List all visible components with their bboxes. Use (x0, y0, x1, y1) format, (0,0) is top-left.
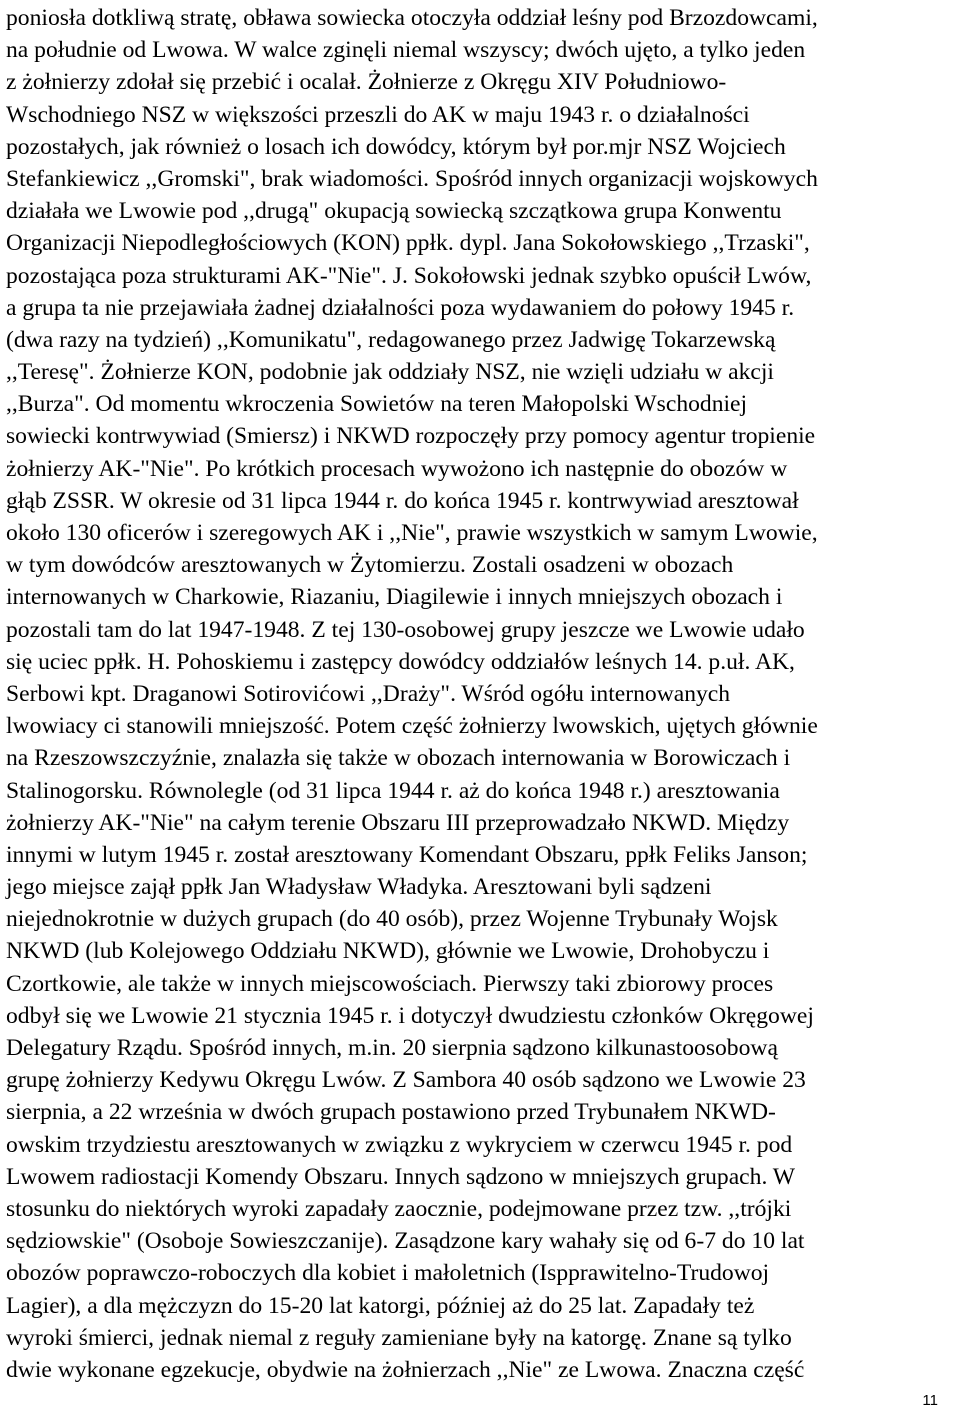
text-line: pozostałych, jak również o losach ich dowódcy, którym był por.mjr NSZ Wojciech (6, 133, 786, 160)
page-number: 11 (922, 1392, 938, 1409)
text-line: grupę żołnierzy Kedywu Okręgu Lwów. Z Sambora 40 osób sądzono we Lwowie 23 (6, 1067, 806, 1094)
text-line: sowiecki kontrwywiad (Smiersz) i NKWD rozpoczęły przy pomocy agentur tropienie (6, 423, 816, 450)
text-line: się uciec ppłk. H. Pohoskiemu i zastępcy dowódcy oddziałów leśnych 14. p.uł. AK, (6, 648, 795, 675)
text-line: jego miejsce zajął ppłk Jan Władysław Władyka. Aresztowani byli sądzeni (6, 874, 712, 901)
text-line: Stefankiewicz ,,Gromski", brak wiadomości. Spośród innych organizacji wojskowych (6, 165, 818, 192)
text-line: poniosła dotkliwą stratę, obława sowiecka otoczyła oddział leśny pod Brzozdowcami, (6, 5, 818, 31)
text-line: Lwowem radiostacji Komendy Obszaru. Innych sądzono w mniejszych grupach. W (6, 1163, 796, 1190)
text-line: sierpnia, a 22 września w dwóch grupach postawiono przed Trybunałem NKWD- (6, 1099, 776, 1126)
text-line: innymi w lutym 1945 r. został aresztowany Komendant Obszaru, ppłk Feliks Janson; (6, 841, 808, 868)
text-line: pozostali tam do lat 1947-1948. Z tej 130-osobowej grupy jeszcze we Lwowie udało (6, 616, 805, 643)
text-line: wyroki śmierci, jednak niemal z reguły zamieniane były na katorgę. Znane są tylko (6, 1324, 792, 1351)
text-line: Czortkowie, ale także w innych miejscowościach. Pierwszy taki zbiorowy proces (6, 970, 774, 997)
text-line: Organizacji Niepodległościowych (KON) ppłk. dypl. Jana Sokołowskiego ,,Trzaski", (6, 230, 810, 257)
text-line: (dwa razy na tydzień) ,,Komunikatu", redagowanego przez Jadwigę Tokarzewską (6, 326, 776, 353)
text-line: na Rzeszowszczyźnie, znalazła się także w obozach internowania w Borowiczach i (6, 745, 791, 772)
text-line: około 130 oficerów i szeregowych AK i ,,Nie", prawie wszystkich w samym Lwowie, (6, 520, 818, 546)
body-text (6, 2, 956, 1386)
text-line: internowanych w Charkowie, Riazaniu, Diagilewie i innych mniejszych obozach i (6, 584, 783, 611)
text-line: żołnierzy AK-"Nie". Po krótkich procesach wywożono ich następnie do obozów w (6, 455, 788, 482)
text-line: ,,Burza". Od momentu wkroczenia Sowietów na teren Małopolski Wschodniej (6, 391, 748, 418)
text-line: stosunku do niektórych wyroki zapadały zaocznie, podejmowane przez tzw. ,,trójki (6, 1195, 792, 1222)
text-line: pozostająca poza strukturami AK-"Nie". J. Sokołowski jednak szybko opuścił Lwów, (6, 262, 812, 289)
text-line: owskim trzydziestu aresztowanych w związku z wykryciem w czerwcu 1945 r. pod (6, 1131, 793, 1158)
text-line: głąb ZSSR. W okresie od 31 lipca 1944 r. do końca 1945 r. kontrwywiad aresztował (6, 487, 799, 514)
text-line: działała we Lwowie pod ,,drugą" okupacją sowiecką szczątkowa grupa Konwentu (6, 198, 782, 225)
text-line: niejednokrotnie w dużych grupach (do 40 osób), przez Wojenne Trybunały Wojsk (6, 906, 778, 933)
text-line: sędziowskie" (Osoboje Sowieszczanije). Zasądzone kary wahały się od 6-7 do 10 lat (6, 1228, 805, 1255)
text-line: Stalinogorsku. Równolegle (od 31 lipca 1944 r. aż do końca 1948 r.) aresztowania (6, 777, 780, 804)
text-line: Delegatury Rządu. Spośród innych, m.in. 20 sierpnia sądzono kilkunastoosobową (6, 1035, 778, 1061)
text-line: w tym dowódców aresztowanych w Żytomierzu. Zostali osadzeni w obozach (6, 552, 734, 579)
text-line: ,,Teresę". Żołnierze KON, podobnie jak oddziały NSZ, nie wzięli udziału w akcji (6, 359, 774, 386)
text-line: NKWD (lub Kolejowego Oddziału NKWD), głównie we Lwowie, Drohobyczu i (6, 938, 770, 965)
text-line: obozów poprawczo-roboczych dla kobiet i małoletnich (Ispprawitelno-Trudowoj (6, 1260, 770, 1287)
text-line: Lagier), a dla mężczyzn do 15-20 lat katorgi, później aż do 25 lat. Zapadały też (6, 1292, 755, 1319)
text-line: na południe od Lwowa. W walce zginęli niemal wszyscy; dwóch ujęto, a tylko jeden (6, 37, 806, 64)
text-line: z żołnierzy zdołał się przebić i ocalał. Żołnierze z Okręgu XIV Południowo- (6, 69, 727, 96)
text-line: żołnierzy AK-"Nie" na całym terenie Obszaru III przeprowadzało NKWD. Między (6, 809, 790, 836)
text-line: Wschodniego NSZ w większości przeszli do AK w maju 1943 r. o działalności (6, 101, 750, 128)
text-line: a grupa ta nie przejawiała żadnej działalności poza wydawaniem do połowy 1945 r. (6, 294, 795, 321)
text-line: Serbowi kpt. Draganowi Sotirovićowi ,,Draży". Wśród ogółu internowanych (6, 680, 731, 707)
text-line: dwie wykonane egzekucje, obydwie na żołnierzach ,,Nie" ze Lwowa. Znaczna część (6, 1356, 805, 1383)
text-line: odbył się we Lwowie 21 stycznia 1945 r. i dotyczył dwudziestu członków Okręgowej (6, 1002, 814, 1029)
text-line: lwowiacy ci stanowili mniejszość. Potem część żołnierzy lwowskich, ujętych głównie (6, 713, 818, 740)
